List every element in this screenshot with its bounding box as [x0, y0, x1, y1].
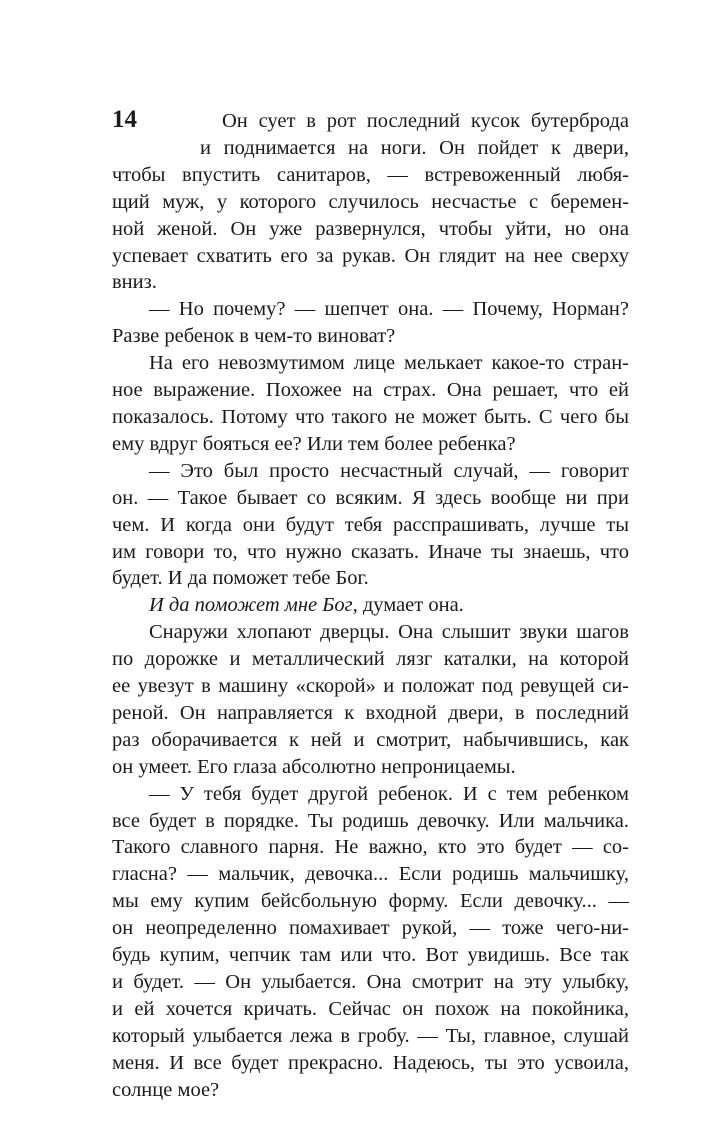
text-line: ему вдруг бояться ее? Или тем более ребенка?: [112, 432, 516, 455]
text-line: он неопределенно помахивает рукой, — тоже чего-ни-: [112, 917, 629, 940]
text-line: мы ему купим бейсбольную форму. Если девочку... —: [112, 890, 629, 913]
text-line: — Это был просто несчастный случай, — говорит: [149, 459, 629, 482]
text-line: вниз.: [112, 271, 157, 294]
text-line: ее увезут в машину «скорой» и положат под ревущей си-: [112, 675, 629, 698]
text-span: , думает она.: [352, 594, 464, 617]
text-line: чтобы впустить санитаров, — встревоженный любя-: [112, 163, 629, 186]
text-line: гласна? — мальчик, девочка... Если родишь мальчишку,: [112, 863, 629, 886]
text-line: Разве ребенок в чем-то виноват?: [112, 325, 396, 348]
text-line: и будет. — Он улыбается. Она смотрит на эту улыбку,: [112, 971, 629, 993]
text-line: и поднимается на ноги. Он пойдет к двери,: [200, 136, 629, 159]
text-line: по дорожке и металлический лязг каталки, на которой: [112, 648, 629, 671]
text-line: показалось. Потому что такого не может быть. С чего бы: [112, 405, 629, 428]
text-line: все будет в порядке. Ты родишь девочку. Или мальчика.: [112, 809, 629, 832]
text-line: чем. И когда они будут тебя расспрашивать, лучше ты: [112, 513, 629, 536]
text-line: Снаружи хлопают дверцы. Она слышит звуки шагов: [149, 621, 629, 644]
text-line: который улыбается лежа в гробу. — Ты, главное, слушай: [112, 1024, 629, 1047]
text-line: будь купим, чепчик там или что. Вот увидишь. Все так: [112, 944, 629, 967]
text-line: будет. И да поможет тебе Бог.: [112, 567, 369, 590]
body-text: [112, 108, 629, 1104]
text-line: — Но почему? — шепчет она. — Почему, Норман?: [149, 298, 629, 321]
text-line: раз оборачивается к ней и смотрит, набычившись, как: [112, 728, 629, 751]
italic-text: И да поможет мне Бог: [149, 594, 353, 617]
text-line: меня. И все будет прекрасно. Надеюсь, ты это усвоила,: [112, 1051, 629, 1074]
text-line: щий муж, у которого случилось несчастье с беремен-: [112, 190, 629, 213]
text-line: — У тебя будет другой ребенок. И с тем ребенком: [149, 782, 629, 805]
text-line: он. — Такое бывает со всяким. Я здесь вообще ни при: [112, 486, 629, 509]
text-line: ное выражение. Похожее на страх. Она решает, что ей: [112, 379, 629, 402]
text-line: Такого славного парня. Не важно, кто это будет — со-: [112, 836, 629, 859]
text-line: успевает схватить его за рукав. Он глядит на нее сверху: [112, 244, 629, 267]
text-line: он умеет. Его глаза абсолютно непроницаемы.: [112, 755, 516, 778]
text-line: [112, 592, 629, 619]
text-line: и ей хочется кричать. Сейчас он похож на покойника,: [112, 997, 629, 1020]
text-line: солнце мое?: [112, 1078, 220, 1101]
text-line: реной. Он направляется к входной двери, в последний: [112, 701, 629, 724]
text-line: Он сует в рот последний кусок бутерброда: [222, 110, 629, 132]
page-number: 14: [112, 106, 137, 133]
text-line: им говори то, что нужно сказать. Иначе ты знаешь, что: [112, 540, 629, 563]
text-line: ной женой. Он уже развернулся, чтобы уйти, но она: [112, 217, 629, 240]
text-line: На его невозмутимом лице мелькает какое-то стран-: [149, 352, 629, 375]
